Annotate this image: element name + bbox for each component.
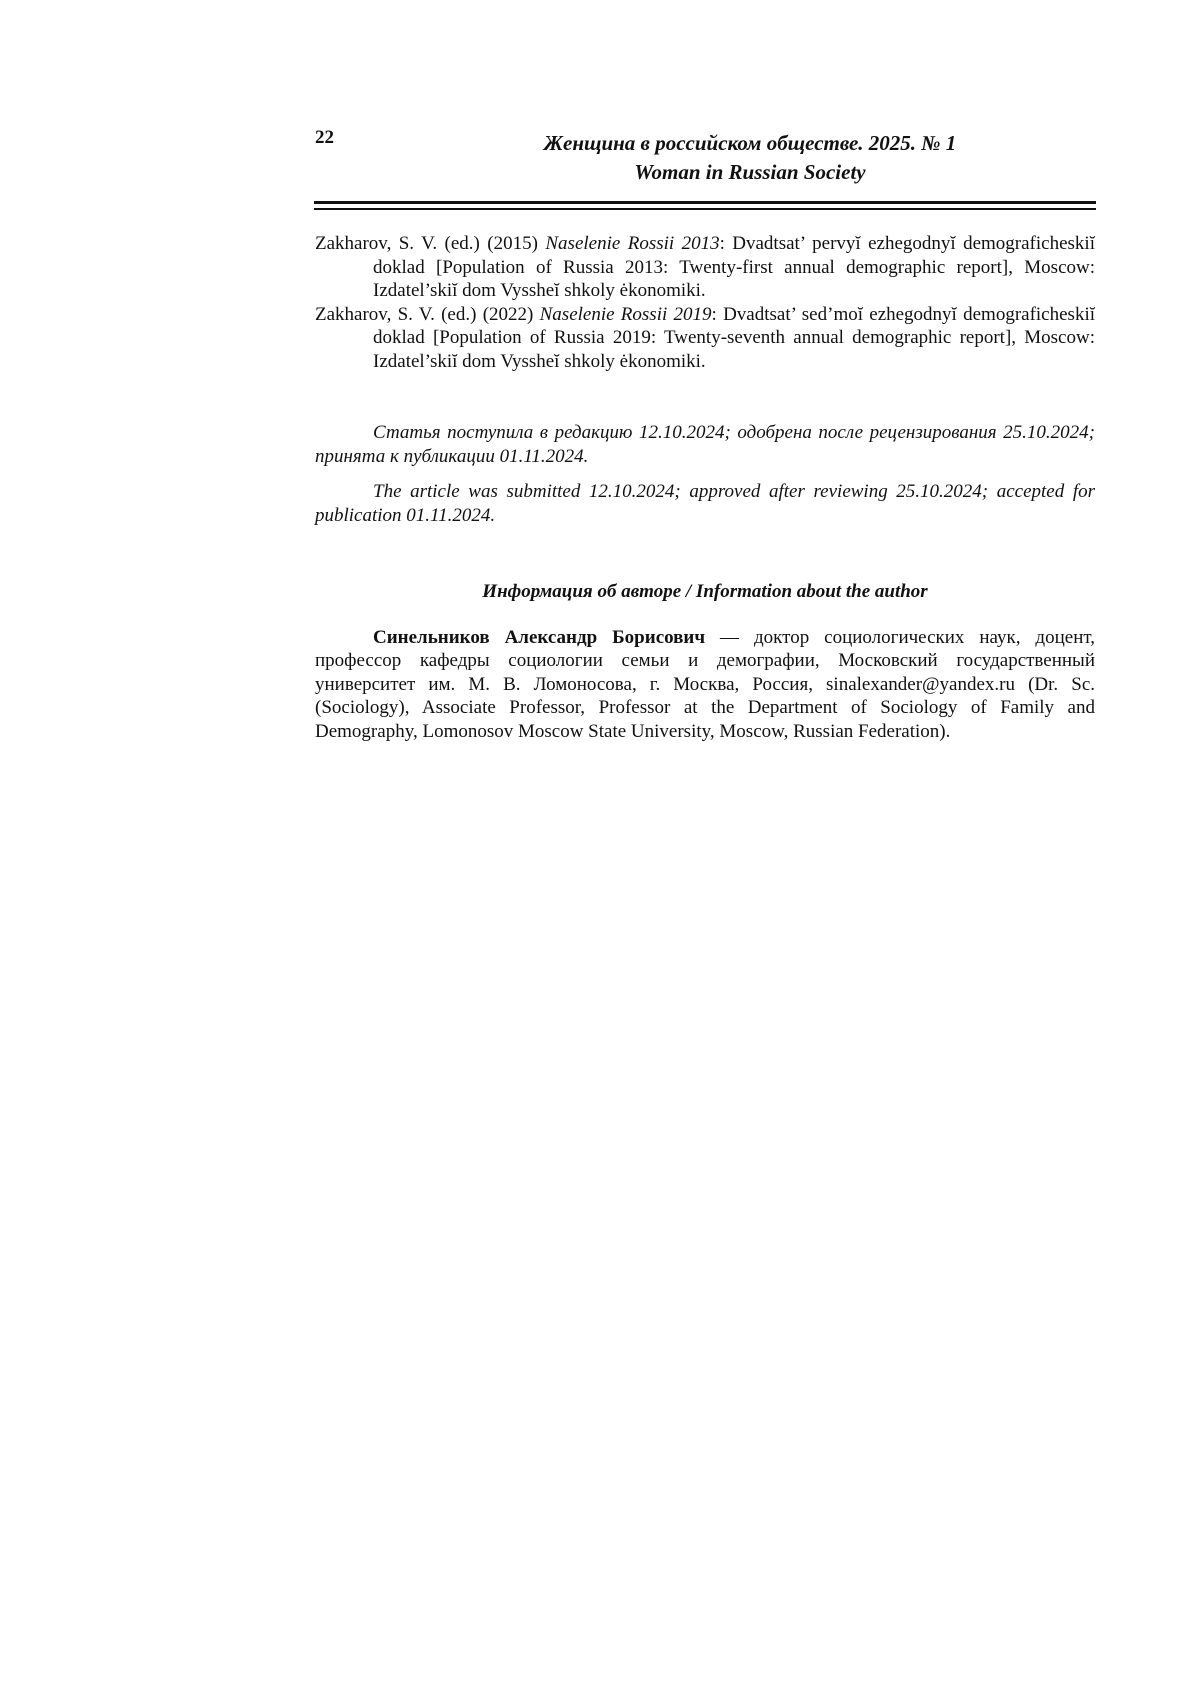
reference-lead: Zakharov, S. V. (ed.) (2015) bbox=[315, 233, 546, 254]
header-rule-thick bbox=[314, 201, 1096, 204]
reference-entry bbox=[315, 303, 1095, 374]
journal-title-en: Woman in Russian Society bbox=[634, 160, 866, 184]
page-number: 22 bbox=[315, 127, 334, 148]
reference-title: Naselenie Rossii 2019 bbox=[539, 303, 712, 325]
author-name: Синельников Александр Борисович bbox=[373, 626, 706, 648]
reference-list bbox=[315, 232, 1095, 373]
reference-rest: : Dvadtsat’ pervyĭ ezhegodnyĭ demograficheskiĭ doklad [Population of Russia 2013: Twenty-first annual demographic report], Moscow: Izdatel’skiĭ dom Vyssheĭ shkoly ėkonomiki. bbox=[373, 233, 1095, 301]
reference-entry bbox=[315, 232, 1095, 303]
reference-lead: Zakharov, S. V. (ed.) (2022) bbox=[315, 303, 540, 325]
author-info bbox=[315, 626, 1095, 744]
reference-rest: : Dvadtsat’ sed’moĭ ezhegodnyĭ demograficheskiĭ doklad [Population of Russia 2019: Twenty-seventh annual demographic report], Moscow: Izdatel’skiĭ dom Vyssheĭ shkoly ėkonomiki. bbox=[373, 303, 1095, 372]
page-content bbox=[315, 232, 1095, 743]
author-info-heading: Информация об авторе / Information about the author bbox=[482, 581, 928, 602]
author-details: — доктор социологических наук, доцент, профессор кафедры социологии семьи и демографии, Московский государственный университет им. М. В. Ломоносова, г. Москва, Россия, sinalexander@yandex.ru (Dr. Sc. (Sociology), Associate Professor, Professor at the Department of Sociology of Family and Demography, Lomonosov Moscow State University, Moscow, Russian Federation). bbox=[315, 626, 1095, 742]
running-head bbox=[400, 129, 1100, 187]
submission-dates-ru: Статья поступила в редакцию 12.10.2024; одобрена после рецензирования 25.10.2024; принята к публикации 01.11.2024. bbox=[315, 422, 1095, 467]
reference-title: Naselenie Rossii 2013 bbox=[545, 233, 720, 254]
header-rule-thin bbox=[314, 208, 1096, 210]
submission-dates-en: The article was submitted 12.10.2024; approved after reviewing 25.10.2024; accepted for publication 01.11.2024. bbox=[315, 481, 1095, 526]
journal-title-ru: Женщина в российском обществе. 2025. № 1 bbox=[543, 131, 957, 155]
submission-dates bbox=[315, 421, 1095, 527]
